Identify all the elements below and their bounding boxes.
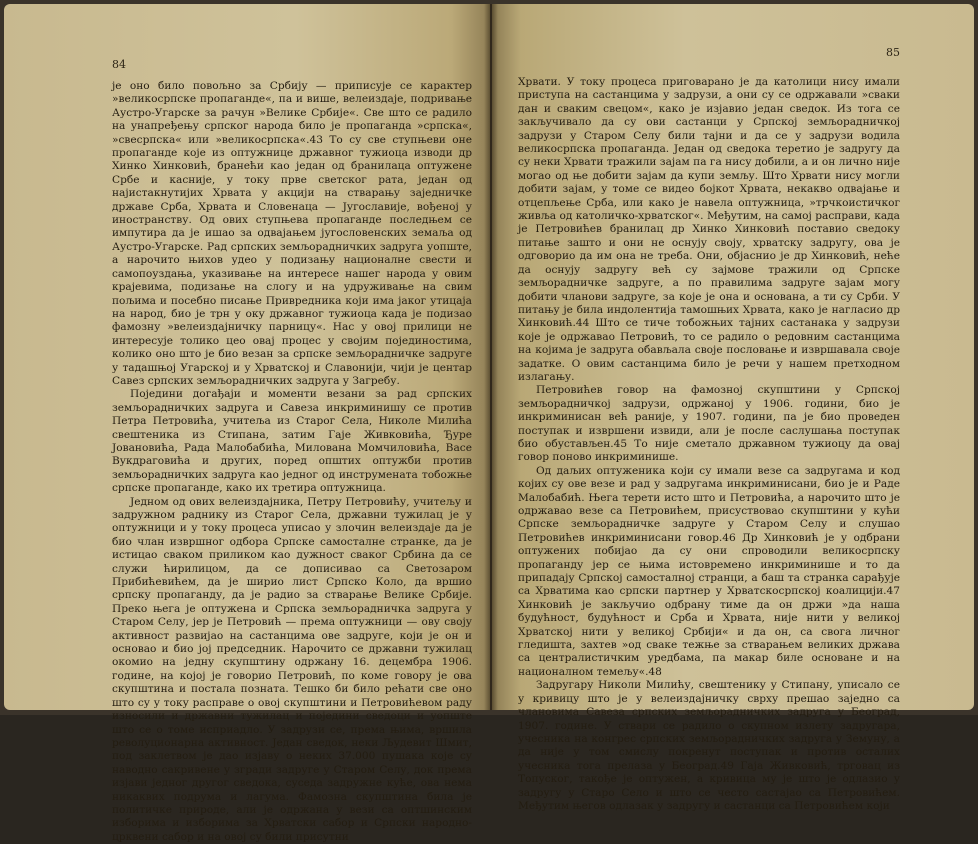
book-gutter: [484, 4, 498, 710]
paragraph: Задругару Николи Милићу, свештенику у Стипану, уписало се у кривицу што је у велеиздајничку сврху прешао заједно са члановима Савеза српских земљорадничких задруга у Београд, 1907. године. У ствари се радило о скупном излету задругара, учесника на конгрес српских земљорадничких задруга у Земуну, а да није у том смислу покренут поступак и против осталих учесника тога прелаза у Београд.49 Гаја Живковић, трговац из Топуског, такође је оптужен, а кривица му је што је одлазио у задругу у Старо Село и што се често састајао са Петровићем. Међутим његов одлазак у задругу и састанци са Петровићем који: [518, 679, 900, 812]
left-page: [4, 4, 490, 843]
paragraph: Једном од ових велеиздајника, Петру Петровићу, учитељу и задружном раднику из Старог Села, државни тужилац је у оптужници и у току процеса уписао у злочин велеиздаје да је био члан извршног одбора Српске самосталне странке, да је истицао сваком приликом као дужност сваког Србина да се служи ћирилицом, да се дописивао са Светозаром Прибићевићем, да је ширио лист Српско Коло, да вршио српску пропаганду, да је радио за стварање Велике Србије. Преко њега је оптужена и Српска земљорадничка задруга у Старом Селу, јер је Петровић — према оптужници — ову своју активност развијао на састанцима ове задруге, који је он и основао и био јој председник. Нарочито се државни тужилац окомио на једну скупштину одржану 16. децембра 1906. године, на којој је говорио Петровић, по коме говору је ова скупштина и постала позната. Тешко би било рећати све оно што су у току расправе о овој скупштини и Петровићевом раду износили и државни тужилац и поједини сведоци и уопште што се о томе исприадло. У задрузи се, према њима, вршила револуционарна активност. Један сведок, неки Људевит Шмит, под заклетвом је дао изјаву о неких 37.000 пушака које су наводно сакривене у згради задруге у Старом Селу, док према изјави једног другог сведока, суседа задружне куће, ова нема никаквих подрума и лагума. Фамозна скупштина била је политичке природе, али је одржана у вези са оптшинским изборима и изборима за Хрватски сабор и Српски народно-црквени сабор и на овој су били присутни: [112, 495, 472, 843]
right-page-body: [518, 76, 900, 813]
page-number-right: 85: [886, 46, 900, 59]
paragraph: Хрвати. У току процеса приговарано је да католици нису имали приступа на састанцима у задрузи, а они су се одржавали »сваки дан и сваким свецом«, како је изјавио један сведок. Из тога се закључивало да су ови састанци у Српској земљорадничкој задрузи у Старом Селу били тајни и да се у задрузи водила великосрпска пропаганда. Један од сведока теретио је задругу да су неки Хрвати тражили зајам па га нису добили, а и он лично није могао од ње добити зајам да купи земљу. Што Хрвати нису могли добити зајам, у томе се видео бојкот Хрвата, некакво одвајање и отцепљење Срба, или како је навела оптужница, »трчкоистичког живља од католичко-хрватског«. Међутим, на самој расправи, када је Петровићев бранилац др Хинко Хинковић поставио сведоку питање зашто и они не оснују своју, хрватску задругу, ова је одговорио да им она не треба. Они, објаснио је др Хинковић, неће да оснују задругу већ су зајмове тражили од Српске земљорадничке задруге, а по правилима задруге зајам могу добити чланови задруге, за које је она и основана, а ти су Срби. У питању је била индолентија тамошњих Хрвата, како је нагласио др Хинковић.44 Што се тиче тобожњих тајних састанака у задрузи које је одржавао Петровић, то се радило о редовним састанцима на којима је задруга обављала своје пословање и извршавала своје задатке. О овим састанцима било је речи у нашем претходном излагању.: [518, 76, 900, 383]
left-page-body: [112, 80, 472, 844]
paragraph: је оно било повољно за Србију — приписује се карактер »великосрпске пропаганде«, па и више, велеиздаје, подривање Аустро-Угарске за рачун »Велике Србије«. Све што се радило на унапређењу српског народа било је пропаганда »српска«, »свесрпска« или »великосрпска«.43 То су све ступњеви оне пропаганде које из оптужнице државног тужиоца изводи др Хинко Хинковић, бранећи као један од бранилаца оптужене Србе и касније, у току прве светског рата, један од најистакнутијих Хрвата у акцији на стварању заједничке државе Срба, Хрвата и Словенаца — Југославије, вођеној у иностранству. Од ових ступњева пропаганде последњем се импутира да је ишао за одвајањем југословенских земаља од Аустро-Угарске. Рад српских земљорадничких задруга уопште, а нарочито њихов удео у подизању националне свести и самопоуздања, указивање на интересе нашег народа у овим крајевима, подизање на слогу и на удруживање на свим пољима и посебно писање Привредника који има јаког утицаја на народ, био је трн у оку државног тужиоца када је подизао фамозну »велеиздајничку парницу«. Нас у овој прилици не интересује толико цео овај процес у својим појединостима, колико оно што је био везан за српске земљорадничке задруге у тадашњој Угарској и у Хрватској и Славонији, чији је центар Савез српских земљорадничких задруга у Загребу.: [112, 80, 472, 387]
page-number-left: 84: [112, 58, 126, 71]
right-page: [492, 4, 974, 812]
paragraph: Поједини догађаји и моменти везани за рад српских земљорадничких задруга и Савеза инкриминишу се против Петра Петровића, учитеља из Старог Села, Николе Милића свештеника из Стипана, затим Гаје Живковића, Ђуре Јовановића, Рада Малобабића, Милована Момчиловића, Васе Вукдраговића и других, поред општих оптужби против земљорадничких задруга као једног од инструмената тобожње српске пропаганде, како их третира оптужница.: [112, 388, 472, 495]
paragraph: Од даљих оптуженика који су имали везе са задругама и код којих су ове везе и рад у задругама инкриминисани, био је и Раде Малобабић. Њега терети исто што и Петровића, а нарочито што је одржавао везе са Петровићем, присуствовао скупштини у кући Српске земљорадничке задруге у Старом Селу и слушао Петровићев инкриминисани говор.46 Др Хинковић је у одбрани оптужених побијао да су они спроводили великосрпску пропаганду јер се њима истовремено инкриминише и то да припадају Српској самосталној странци, а баш та странка сарађује са Хрватима као српски партнер у Хрватскосрпској коалицији.47 Хинковић је закључио одбрану тиме да он држи »да наша будућност, будућност и Срба и Хрвата, није нити у великој Хрватској нити у великој Србији« и да он, са свога личног гледишта, захтев »од свакe тежње за стварањем великих држава са централистичким уредбама, па макар биле основане и на националном темељу«.48: [518, 464, 900, 678]
paragraph: Петровићев говор на фамозној скупштини у Српској земљорадничкој задрузи, одржаној у 1906. години, био је инкриминисан већ раније, у 1907. години, па је био проведен поступак и извршени извиди, али је после саслушања поступак био обустављен.45 То није сметало државном тужиоцу да овај говор поново инкриминише.: [518, 384, 900, 464]
